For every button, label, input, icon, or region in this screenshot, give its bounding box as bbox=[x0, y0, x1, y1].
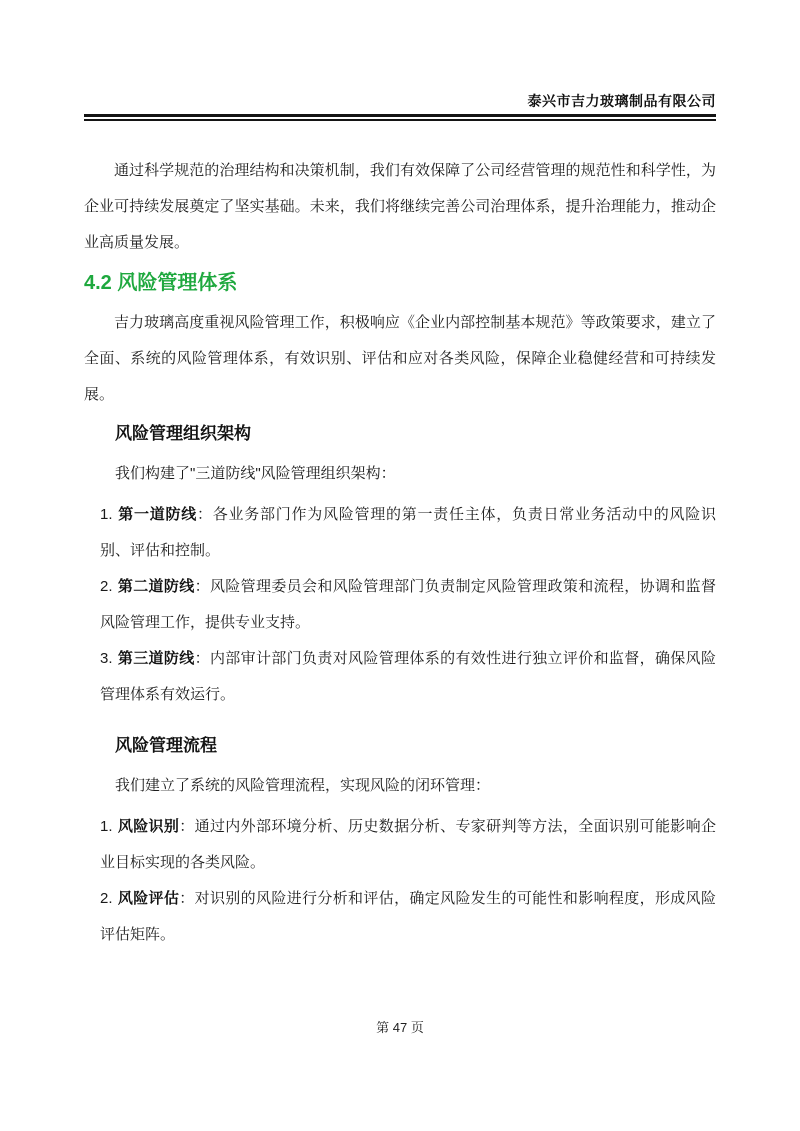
list-item-number: 1. bbox=[100, 818, 113, 835]
section-heading-4-2: 4.2 风险管理体系 bbox=[84, 272, 238, 294]
list-item-label: 风险识别 bbox=[117, 818, 180, 835]
page-number: 第 47 页 bbox=[376, 1020, 424, 1035]
list-item-text: ：对识别的风险进行分析和评估，确定风险发生的可能性和影响程度，形成风险评估矩阵。 bbox=[100, 890, 716, 943]
header-rule-divider bbox=[84, 114, 716, 121]
list-item-text: ：内部审计部门负责对风险管理体系的有效性进行独立评价和监督，确保风险管理体系有效运行。 bbox=[100, 650, 716, 703]
list-item bbox=[100, 809, 716, 881]
subsection-title-risk-process: 风险管理流程 bbox=[115, 736, 217, 755]
header-company-name: 泰兴市吉力玻璃制品有限公司 bbox=[527, 93, 716, 109]
list-item-text: ：风险管理委员会和风险管理部门负责制定风险管理政策和流程，协调和监督风险管理工作，提供专业支持。 bbox=[100, 578, 716, 631]
governance-intro-paragraph: 通过科学规范的治理结构和决策机制，我们有效保障了公司经营管理的规范性和科学性，为企业可持续发展奠定了坚实基础。未来，我们将继续完善公司治理体系，提升治理能力，推动企业高质量发展。 bbox=[84, 162, 716, 251]
list-item bbox=[100, 881, 716, 953]
subsection-lead-risk-process: 我们建立了系统的风险管理流程，实现风险的闭环管理： bbox=[115, 777, 491, 794]
list-item-number: 2. bbox=[100, 890, 113, 907]
list-item bbox=[100, 569, 716, 641]
subsection-lead-risk-organization: 我们构建了"三道防线"风险管理组织架构： bbox=[115, 465, 396, 482]
list-item-text: ：通过内外部环境分析、历史数据分析、专家研判等方法，全面识别可能影响企业目标实现的各类风险。 bbox=[100, 818, 716, 871]
list-item-number: 1. bbox=[100, 506, 113, 523]
page-header bbox=[84, 0, 716, 121]
list-item bbox=[100, 497, 716, 569]
list-item-text: ：各业务部门作为风险管理的第一责任主体，负责日常业务活动中的风险识别、评估和控制。 bbox=[100, 506, 716, 559]
subsection-title-risk-organization: 风险管理组织架构 bbox=[115, 424, 251, 443]
list-item-label: 第三道防线 bbox=[117, 650, 195, 667]
list-item bbox=[100, 641, 716, 713]
list-item-label: 第二道防线 bbox=[117, 578, 195, 595]
list-item-number: 3. bbox=[100, 650, 113, 667]
risk-organization-list bbox=[84, 497, 716, 713]
risk-process-list bbox=[84, 809, 716, 953]
list-item-number: 2. bbox=[100, 578, 113, 595]
list-item-label: 风险评估 bbox=[117, 890, 180, 907]
list-item-label: 第一道防线 bbox=[117, 506, 198, 523]
risk-section-intro-paragraph: 吉力玻璃高度重视风险管理工作，积极响应《企业内部控制基本规范》等政策要求，建立了全面、系统的风险管理体系，有效识别、评估和应对各类风险，保障企业稳健经营和可持续发展。 bbox=[84, 314, 716, 403]
